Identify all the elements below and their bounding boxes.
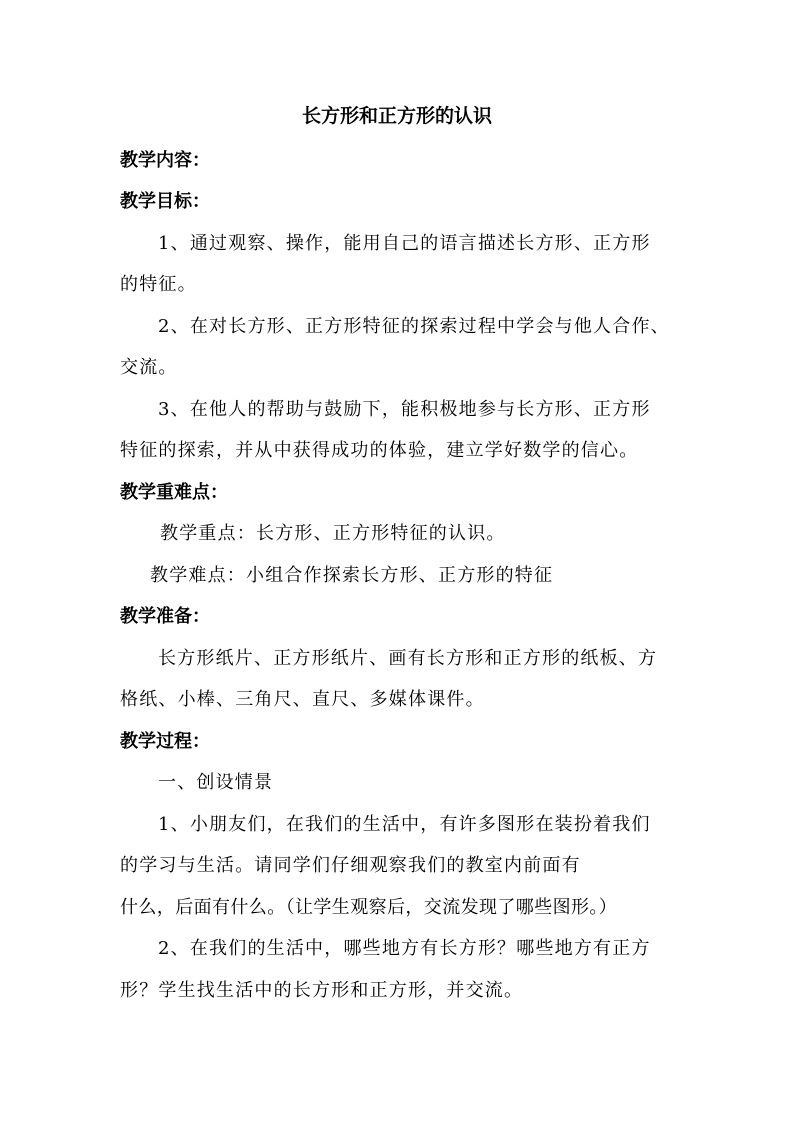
heading-teaching-process: 教学过程： [120,731,210,752]
goal-1-line-2: 的特征。 [120,274,197,295]
difficult-point-text: 教学难点：小组合作探索长方形、正方形的特征 [150,565,554,586]
goal-3-line-2: 特征的探索，并从中获得成功的体验，建立学好数学的信心。 [120,440,639,461]
prep-line-1: 长方形纸片、正方形纸片、画有长方形和正方形的纸板、方 [158,648,658,669]
paragraph-2-line-1: 2、在我们的生活中，哪些地方有长方形？哪些地方有正方 [158,938,651,959]
heading-teaching-goals: 教学目标： [120,191,210,212]
paragraph-1-line-2: 的学习与生活。请同学们仔细观察我们的教室内前面有 [120,855,581,876]
paragraph-2-line-2: 形？学生找生活中的长方形和正方形，并交流。 [120,980,524,1001]
heading-key-difficult-points: 教学重难点： [120,482,228,503]
goal-3-line-1: 3、在他人的帮助与鼓励下，能积极地参与长方形、正方形 [158,399,651,420]
prep-line-2: 格纸、小棒、三角尺、直尺、多媒体课件。 [120,689,485,710]
key-point-text: 教学重点：长方形、正方形特征的认识。 [160,523,506,544]
heading-teaching-content: 教学内容： [120,150,210,171]
paragraph-1-line-1: 1、小朋友们，在我们的生活中，有许多图形在装扮着我们 [158,814,651,835]
paragraph-1-line-3: 什么，后面有什么。（让学生观察后，交流发现了哪些图形。） [120,897,618,918]
step-1-title: 一、创设情景 [158,772,274,793]
heading-teaching-preparation: 教学准备： [120,606,210,627]
goal-2-line-1: 2、在对长方形、正方形特征的探索过程中学会与他人合作、 [158,316,670,337]
goal-1-line-1: 1、通过观察、操作，能用自己的语言描述长方形、正方形 [158,233,651,254]
document-title: 长方形和正方形的认识 [301,105,492,127]
goal-2-line-2: 交流。 [120,357,178,378]
